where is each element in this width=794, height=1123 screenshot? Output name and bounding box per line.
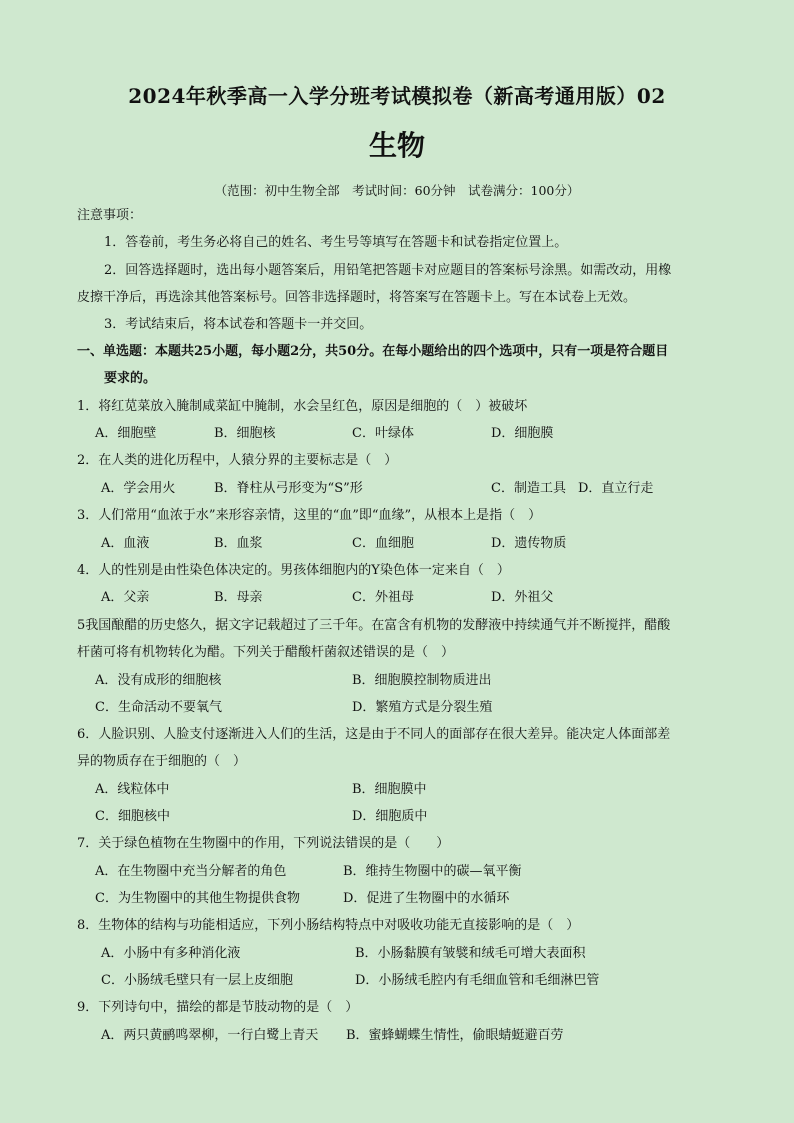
q1-option-d: D．细胞膜 — [491, 426, 554, 441]
exam-title: 2024年秋季高一入学分班考试模拟卷（新高考通用版）02 — [128, 84, 666, 108]
q9-option-a: A．两只黄鹂鸣翠柳，一行白鹭上青天 — [101, 1028, 319, 1043]
q2-option-c: C．制造工具 — [491, 481, 566, 496]
q2-option-b: B．脊柱从弓形变为“S”形 — [214, 481, 363, 496]
q8-option-d: D．小肠绒毛腔内有毛细血管和毛细淋巴管 — [355, 973, 600, 988]
q6-option-d: D．细胞质中 — [352, 809, 428, 824]
exam-scope: （范围：初中生物全部 考试时间：60分钟 试卷满分：100分） — [214, 183, 580, 198]
subject-title: 生物 — [368, 129, 425, 162]
q5-option-c: C．生命活动不要氧气 — [95, 700, 222, 715]
q1-stem: 1．将红苋菜放入腌制咸菜缸中腌制，水会呈红色，原因是细胞的（ ）被破坏 — [77, 399, 528, 414]
section-heading-line-1: 一、单选题：本题共25小题，每小题2分，共50分。在每小题给出的四个选项中，只有一项是符合题目 — [77, 344, 669, 359]
q5-stem-line-2: 杆菌可将有机物转化为醋。下列关于醋酸杆菌叙述错误的是（ ） — [77, 645, 455, 660]
q4-option-c: C．外祖母 — [352, 590, 414, 605]
q5-option-a: A．没有成形的细胞核 — [95, 673, 222, 688]
q7-option-b: B．维持生物圈中的碳—氧平衡 — [343, 864, 522, 879]
q3-stem: 3．人们常用“血浓于水”来形容亲情，这里的“血”即“血缘”，从根本上是指（ ） — [77, 508, 542, 523]
q4-option-d: D．外祖父 — [491, 590, 554, 605]
note-1: 1．答卷前，考生务必将自己的姓名、考生号等填写在答题卡和试卷指定位置上。 — [104, 235, 568, 250]
note-3: 3．考试结束后，将本试卷和答题卡一并交回。 — [104, 317, 373, 332]
q6-option-c: C．细胞核中 — [95, 809, 170, 824]
q8-option-c: C．小肠绒毛壁只有一层上皮细胞 — [101, 973, 293, 988]
q7-stem: 7．关于绿色植物在生物圈中的作用，下列说法错误的是（ ） — [77, 836, 450, 851]
q5-option-d: D．繁殖方式是分裂生殖 — [352, 700, 493, 715]
q2-stem: 2．在人类的进化历程中，人猿分界的主要标志是（ ） — [77, 453, 398, 468]
q7-option-a: A．在生物圈中充当分解者的角色 — [95, 864, 287, 879]
q8-stem: 8．生物体的结构与功能相适应，下列小肠结构特点中对吸收功能无直接影响的是（ ） — [77, 918, 580, 933]
q7-option-c: C．为生物圈中的其他生物提供食物 — [95, 891, 300, 906]
q6-stem-line-1: 6．人脸识别、人脸支付逐渐进入人们的生活，这是由于不同人的面部存在很大差异。能决定人体面部差 — [77, 727, 671, 742]
q1-option-b: B．细胞核 — [214, 426, 276, 441]
q9-option-b: B．蜜蜂蝴蝶生情性，偷眼蜻蜓避百劳 — [346, 1028, 564, 1043]
q5-stem-line-1: 5我国酿醋的历史悠久，据文字记载超过了三千年。在富含有机物的发酵液中持续通气并不断搅拌，醋酸 — [77, 618, 671, 633]
q6-stem-line-2: 异的物质存在于细胞的（ ） — [77, 754, 247, 769]
note-2-line-2: 皮擦干净后，再选涂其他答案标号。回答非选择题时，将答案写在答题卡上。写在本试卷上无效。 — [77, 290, 637, 305]
q8-option-b: B．小肠黏膜有皱襞和绒毛可增大表面积 — [355, 946, 586, 961]
q4-option-b: B．母亲 — [214, 590, 263, 605]
note-2-line-1: 2．回答选择题时，选出每小题答案后，用铅笔把答题卡对应题目的答案标号涂黑。如需改动，用橡 — [104, 263, 672, 278]
q3-option-d: D．遗传物质 — [491, 536, 567, 551]
q7-option-d: D．促进了生物圈中的水循环 — [343, 891, 510, 906]
q2-option-a: A．学会用火 — [101, 481, 176, 496]
q3-option-c: C．血细胞 — [352, 536, 414, 551]
q9-stem: 9．下列诗句中，描绘的都是节肢动物的是（ ） — [77, 1000, 359, 1015]
q8-option-a: A．小肠中有多种消化液 — [101, 946, 241, 961]
q3-option-a: A．血液 — [101, 536, 150, 551]
q6-option-b: B．细胞膜中 — [352, 782, 427, 797]
q1-option-c: C．叶绿体 — [352, 426, 414, 441]
q3-option-b: B．血浆 — [214, 536, 263, 551]
section-heading-line-2: 要求的。 — [104, 371, 157, 386]
q4-stem: 4．人的性别是由性染色体决定的。男孩体细胞内的Y染色体一定来自（ ） — [77, 563, 510, 578]
q4-option-a: A．父亲 — [101, 590, 150, 605]
notes-heading: 注意事项： — [77, 208, 143, 223]
q5-option-b: B．细胞膜控制物质进出 — [352, 673, 492, 688]
q6-option-a: A．线粒体中 — [95, 782, 170, 797]
q2-option-d: D．直立行走 — [578, 481, 654, 496]
q1-option-a: A．细胞壁 — [95, 426, 157, 441]
